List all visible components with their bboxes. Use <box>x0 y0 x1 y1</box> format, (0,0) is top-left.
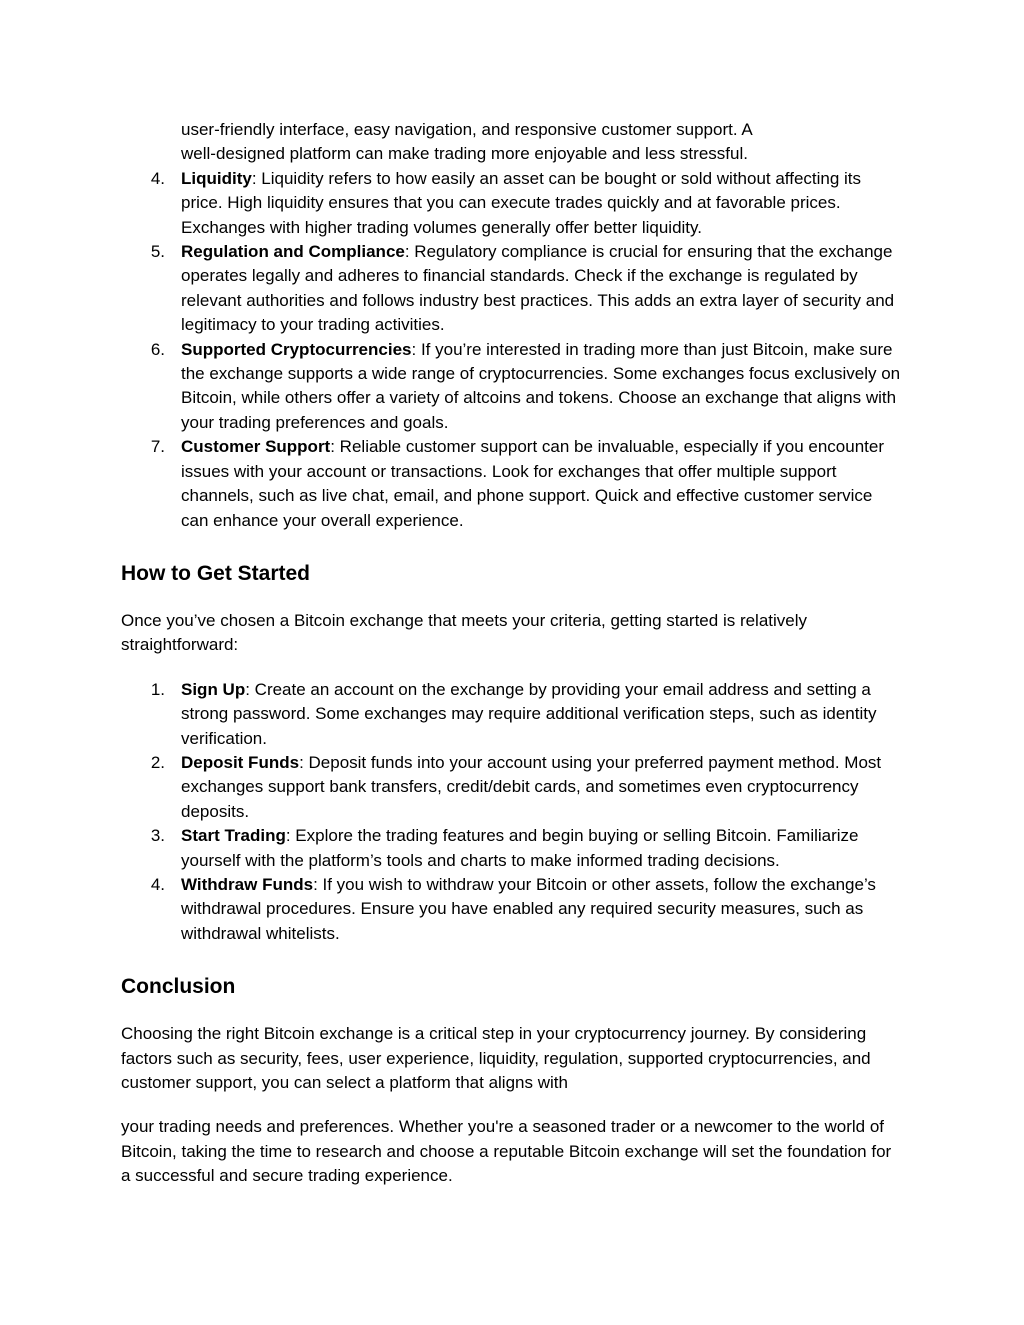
list-item-title: Start Trading <box>181 826 286 846</box>
list-item-text: : Liquidity refers to how easily an asset can be bought or sold without affecting its price. High liquidity ensures that you can execute trades quickly and at favorable prices. Exchanges with higher trading volumes generally offer better liquidity. <box>181 168 862 237</box>
list-item-text: : Create an account on the exchange by providing your email address and setting a strong password. Some exchanges may require additional verification steps, such as identity verification. <box>181 679 877 748</box>
conclusion-paragraph-2: your trading needs and preferences. Whether you're a seasoned trader or a newcomer to the world of Bitcoin, taking the time to research and choose a reputable Bitcoin exchange will set the foundation for a successful and secure trading experience. <box>121 1117 892 1186</box>
conclusion-paragraph-1: Choosing the right Bitcoin exchange is a critical step in your cryptocurrency journey. By considering factors such as security, fees, user experience, liquidity, regulation, supported cryptocurrencies, and customer support, you can select a platform that aligns with <box>121 1024 871 1092</box>
list-number: 4. <box>150 874 165 894</box>
list-item-title: Supported Cryptocurrencies <box>181 339 412 359</box>
steps-list <box>121 678 901 946</box>
list-item <box>121 240 901 338</box>
list-item-text: : Explore the trading features and begin buying or selling Bitcoin. Familiarize yourself with the platform’s tools and charts to make informed trading decisions. <box>181 826 859 870</box>
list-item-text: : Deposit funds into your account using your preferred payment method. Most exchanges support bank transfers, credit/debit cards, and sometimes even cryptocurrency deposits. <box>181 752 882 821</box>
get-started-intro: Once you’ve chosen a Bitcoin exchange that meets your criteria, getting started is relatively straightforward: <box>121 610 808 655</box>
list-number: 1. <box>150 679 165 699</box>
factors-list <box>121 167 901 533</box>
list-number: 6. <box>150 339 165 359</box>
list-item <box>121 751 901 824</box>
list-item-title: Withdraw Funds <box>181 874 314 894</box>
section-heading-conclusion: Conclusion <box>121 975 236 999</box>
continued-line-2: well-designed platform can make trading more enjoyable and less stressful. <box>181 144 748 164</box>
list-item <box>121 338 901 436</box>
list-number: 5. <box>150 242 165 262</box>
list-item-title: Regulation and Compliance <box>181 242 405 262</box>
list-item-text: : If you’re interested in trading more than just Bitcoin, make sure the exchange supports a wide range of cryptocurrencies. Some exchanges focus exclusively on Bitcoin, while others offer a variety of altcoins and tokens. Choose an exchange that aligns with your trading preferences and goals. <box>181 339 901 432</box>
list-item <box>121 167 901 240</box>
list-item-title: Liquidity <box>181 168 252 188</box>
list-number: 7. <box>150 437 165 457</box>
list-item-title: Sign Up <box>181 679 246 699</box>
continued-line-1: user-friendly interface, easy navigation, and responsive customer support. A <box>181 120 753 139</box>
list-number: 4. <box>150 168 165 188</box>
list-item <box>121 873 901 946</box>
section-heading-get-started: How to Get Started <box>121 561 311 585</box>
list-number: 2. <box>150 752 165 772</box>
list-number: 3. <box>150 826 165 846</box>
list-item-title: Deposit Funds <box>181 752 300 772</box>
list-item <box>121 435 901 533</box>
list-item-text: : Reliable customer support can be invaluable, especially if you encounter issues with your account or transactions. Look for exchanges that offer multiple support channels, such as live chat, email, and phone support. Quick and effective customer service can enhance your overall experience. <box>181 437 884 530</box>
list-item-text: : If you wish to withdraw your Bitcoin or other assets, follow the exchange’s withdrawal procedures. Ensure you have enabled any required security measures, such as withdrawal whitelists. <box>181 874 876 943</box>
list-item-title: Customer Support <box>181 437 331 457</box>
continued-list-text <box>181 118 901 167</box>
document-page <box>121 118 901 1189</box>
list-item-text: : Regulatory compliance is crucial for ensuring that the exchange operates legally and adheres to financial standards. Check if the exchange is regulated by relevant authorities and follows industry best practices. This adds an extra layer of security and legitimacy to your trading activities. <box>181 242 895 335</box>
list-item <box>121 678 901 751</box>
list-item <box>121 824 901 873</box>
